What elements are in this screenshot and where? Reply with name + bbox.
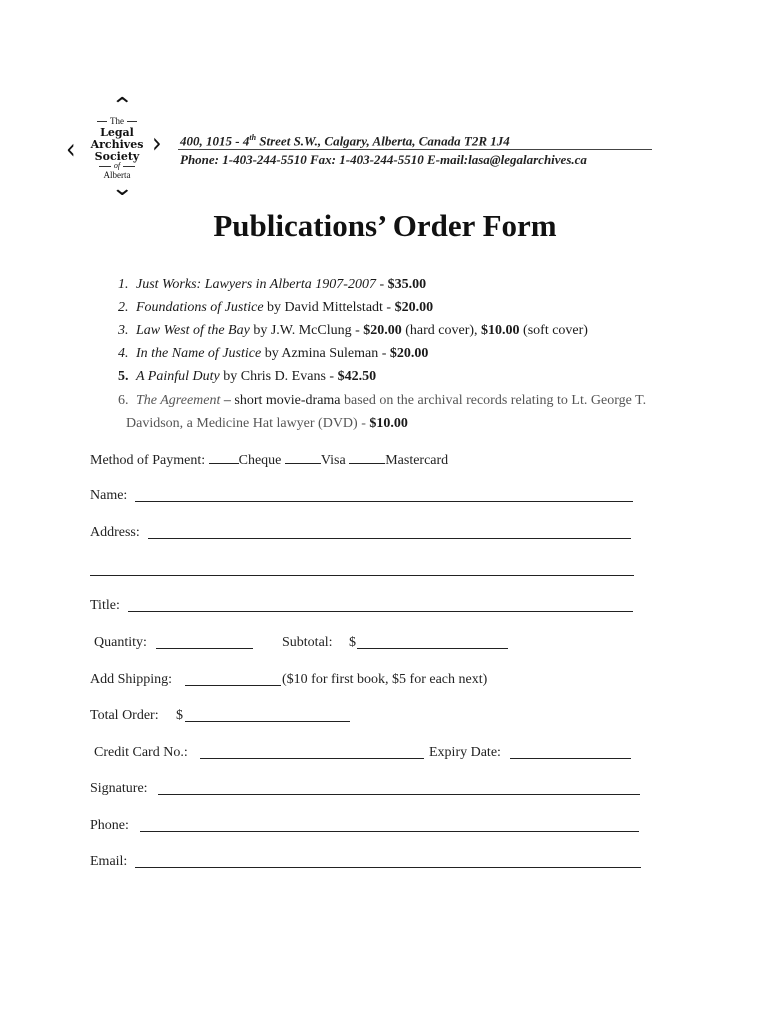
payment-method-row: Method of Payment: Cheque Visa Mastercard [90,453,449,468]
credit-card-field[interactable] [200,758,424,759]
shipping-note: ($10 for first book, $5 for each next) [282,672,488,687]
quantity-label: Quantity: [94,635,147,650]
quantity-field[interactable] [156,648,253,649]
total-currency: $ [176,708,183,723]
publication-item: 6. The Agreement – short movie-drama based on the archival records relating to Lt. George T. [118,393,647,408]
chevron-down-icon: ⌄ [110,176,134,201]
publication-item: 2. Foundations of Justice by David Mittelstadt - $20.00 [118,300,434,315]
publication-item-continued: Davidson, a Medicine Hat lawyer (DVD) - $10.00 [126,416,408,431]
visa-blank[interactable] [285,451,321,464]
phone-label: Phone: [90,818,129,833]
subtotal-currency: $ [349,635,356,650]
address-field[interactable] [148,538,631,539]
phone-field[interactable] [140,831,639,832]
cheque-blank[interactable] [209,451,239,464]
header-address: 400, 1015 - 4th Street S.W., Calgary, Alberta, Canada T2R 1J4 [180,133,510,149]
email-field[interactable] [135,867,641,868]
chevron-left-icon: ‹ [66,132,76,166]
society-logo [64,94,174,201]
shipping-label: Add Shipping: [90,672,173,687]
mastercard-blank[interactable] [349,451,385,464]
total-field[interactable] [185,721,350,722]
subtotal-field[interactable] [357,648,508,649]
subtotal-label: Subtotal: [282,635,333,650]
signature-field[interactable] [158,794,640,795]
address-field-line2[interactable] [90,575,634,576]
logo-legal: Legal [100,126,134,139]
chevron-right-icon: › [152,126,162,160]
total-label: Total Order: [90,708,159,723]
expiry-label: Expiry Date: [429,745,501,760]
publication-item: 4. In the Name of Justice by Azmina Suleman - $20.00 [118,346,429,361]
credit-card-label: Credit Card No.: [94,745,188,760]
logo-of: of [88,162,146,170]
title-label: Title: [90,598,120,613]
publication-item: 3. Law West of the Bay by J.W. McClung - $20.00 (hard cover), $10.00 (soft cover) [118,323,588,338]
logo-alberta: Alberta [103,170,131,180]
logo-society: Society [94,150,140,163]
expiry-field[interactable] [510,758,631,759]
name-label: Name: [90,488,128,503]
email-label: Email: [90,854,128,869]
chevron-up-icon: ⌃ [110,94,134,119]
logo-the: The [88,117,146,126]
header-divider [178,149,652,150]
publication-item: 5. A Painful Duty by Chris D. Evans - $42.50 [118,369,377,384]
shipping-field[interactable] [185,685,281,686]
publication-item: 1. Just Works: Lawyers in Alberta 1907-2007 - $35.00 [118,277,427,292]
signature-label: Signature: [90,781,148,796]
header-contact: Phone: 1-403-244-5510 Fax: 1-403-244-5510 E-mail:lasa@legalarchives.ca [180,152,587,167]
logo-archives: Archives [90,138,144,151]
name-field[interactable] [135,501,633,502]
page-title: Publications’ Order Form [213,208,557,243]
address-label: Address: [90,525,140,540]
title-field[interactable] [128,611,633,612]
